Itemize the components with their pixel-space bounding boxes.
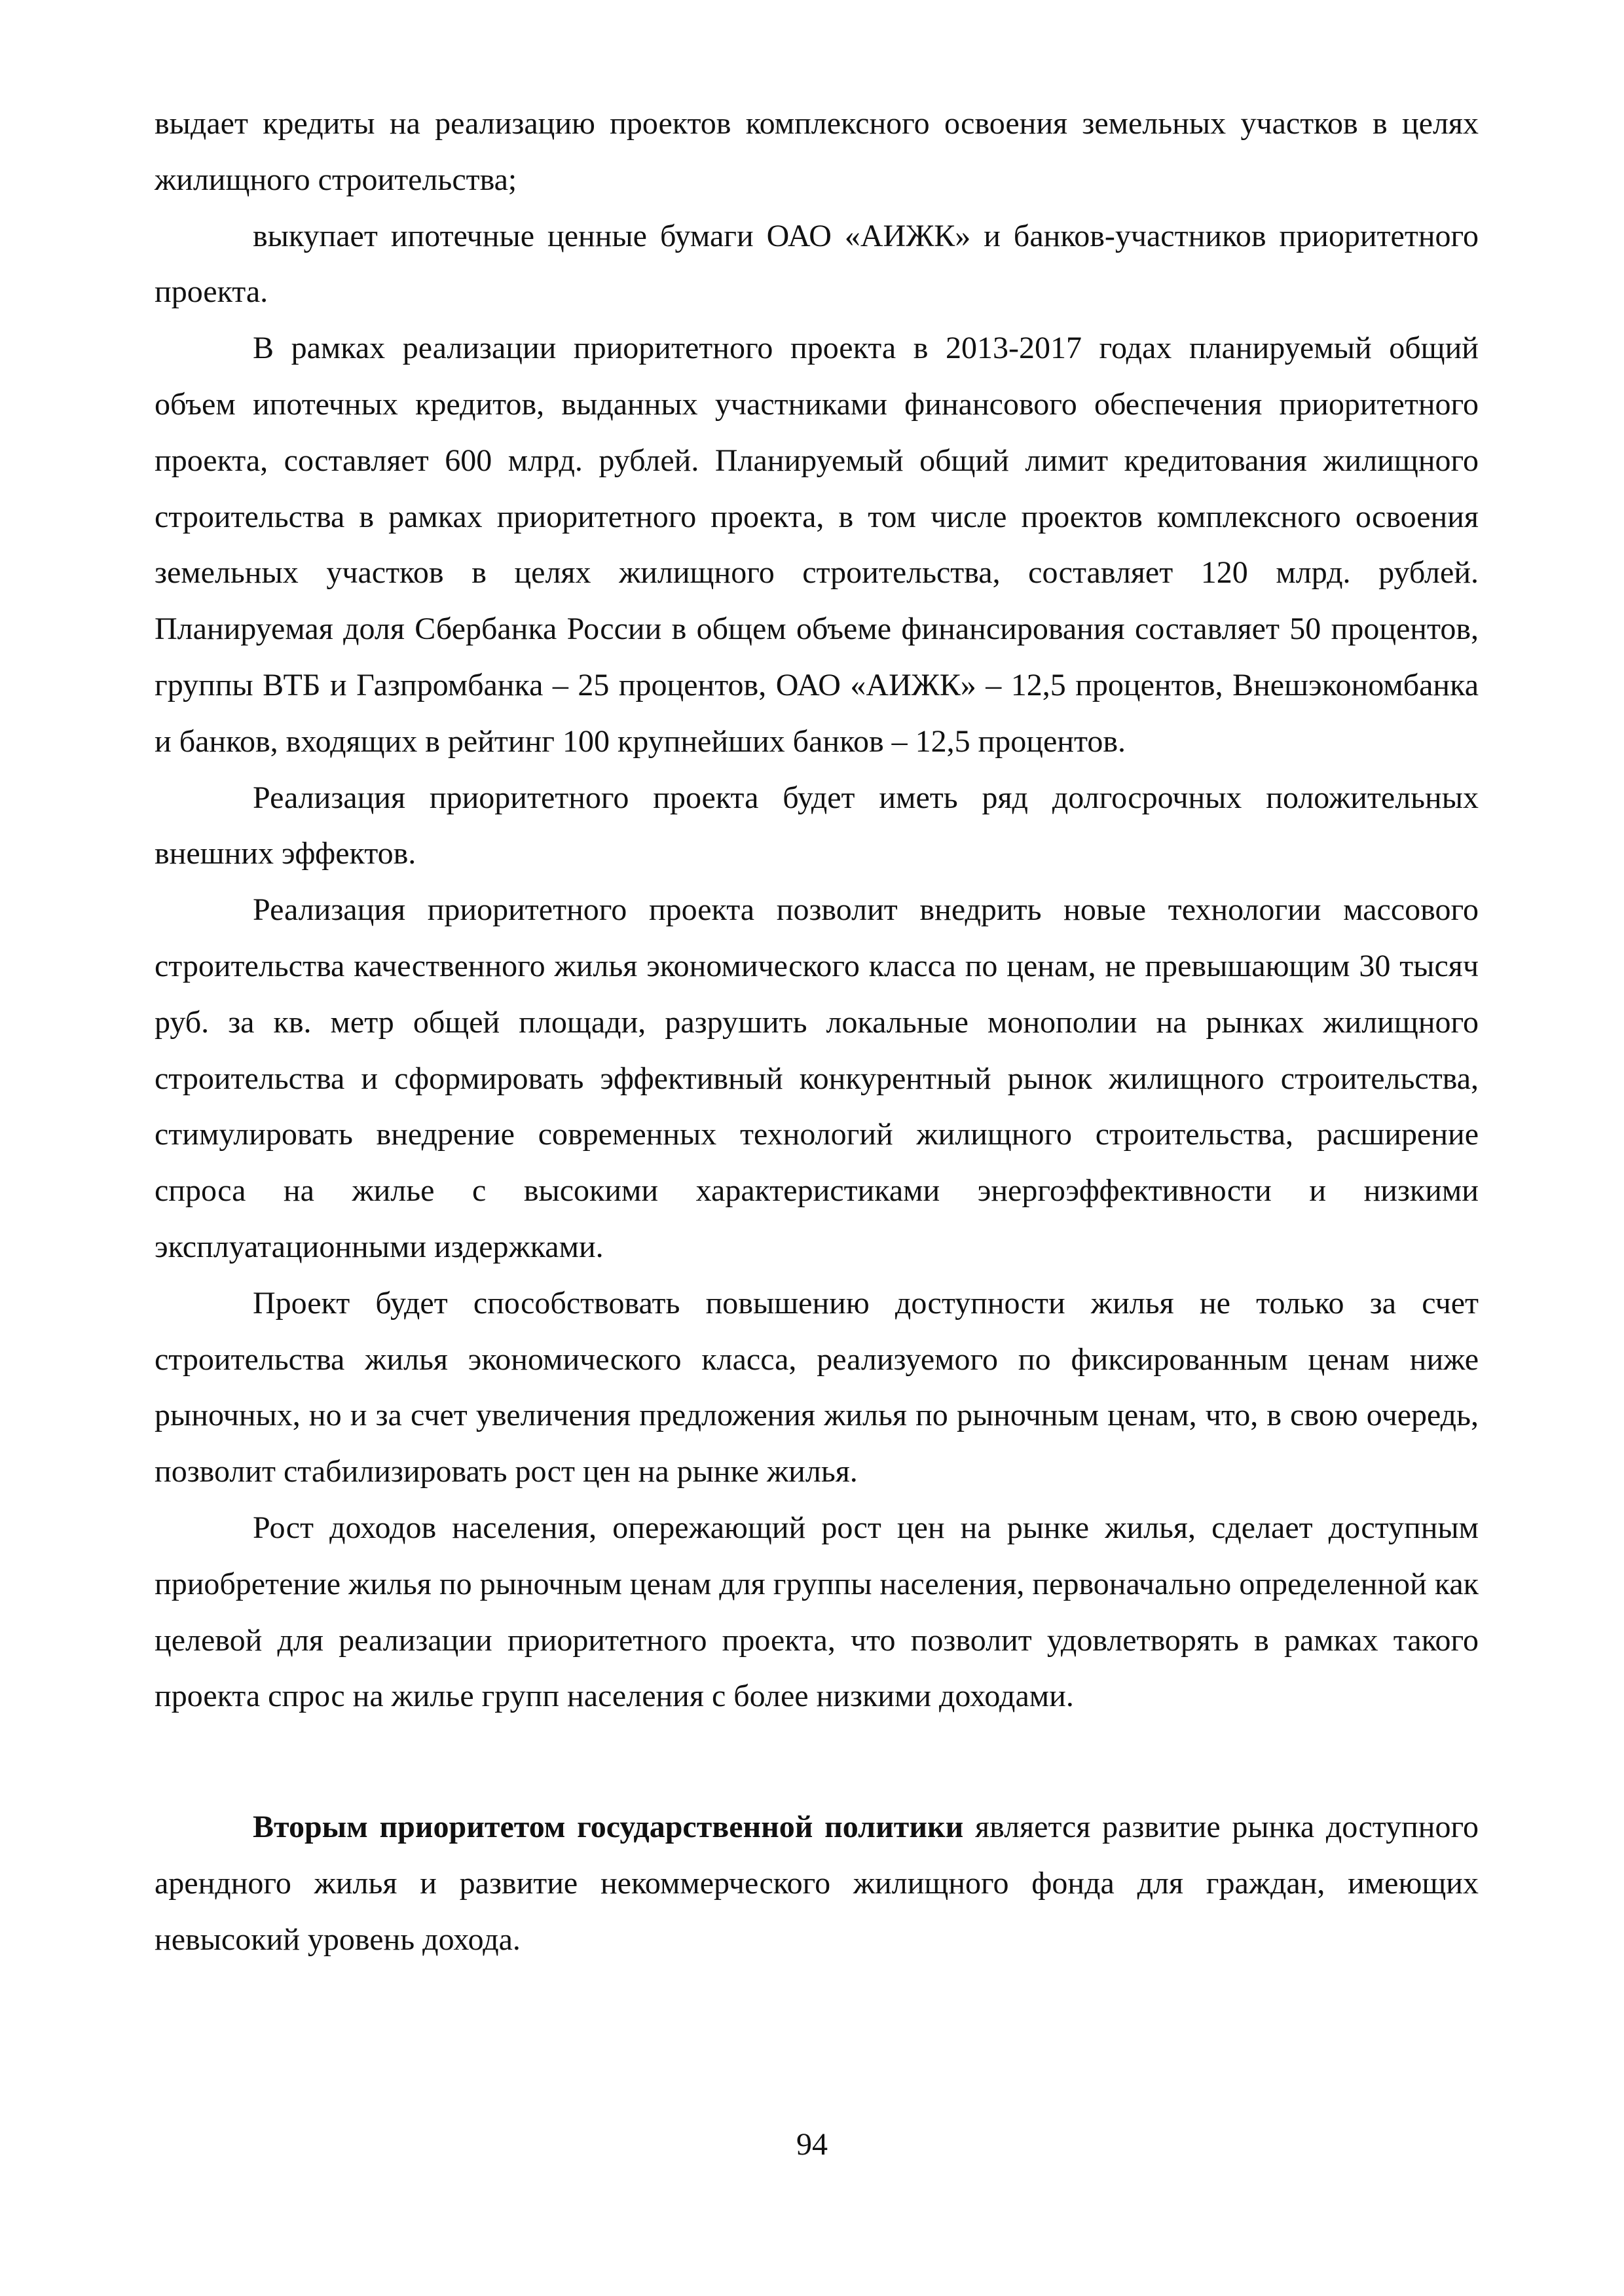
- paragraph-external-effects: Реализация приоритетного проекта будет иметь ряд долгосрочных положительных внешних эффектов.: [155, 780, 1479, 871]
- paragraph-housing-affordability: Проект будет способствовать повышению доступности жилья не только за счет строительства жилья экономического класса, реализуемого по фиксированным ценам ниже рыночных, но и за счет увеличения предложения жилья по рыночным ценам, что, в свою очередь, позволит стабилизировать рост цен на рынке жилья.: [155, 1285, 1479, 1489]
- page-number: 94: [796, 2127, 828, 2162]
- second-priority-heading: Вторым приоритетом государственной политики: [253, 1810, 964, 1845]
- paragraph-credits-land: выдает кредиты на реализацию проектов комплексного освоения земельных участков в целях жилищного строительства;: [155, 106, 1479, 197]
- paragraph-project-financing: В рамках реализации приоритетного проекта в 2013-2017 годах планируемый общий объем ипотечных кредитов, выданных участниками финансового обеспечения приоритетного проекта, составляет 600 млрд. рублей. Планируемый общий лимит кредитования жилищного строительства в рамках приоритетного проекта, в том числе проектов комплексного освоения земельных участков в целях жилищного строительства, составляет 120 млрд. рублей. Планируемая доля Сбербанка России в общем объеме финансирования составляет 50 процентов, группы ВТБ и Газпромбанка – 25 процентов, ОАО «АИЖК» – 12,5 процентов, Внешэкономбанка и банков, входящих в рейтинг 100 крупнейших банков – 12,5 процентов.: [155, 331, 1479, 759]
- document-body: [155, 96, 1479, 1968]
- paragraph-second-priority: [155, 1799, 1479, 1967]
- section-spacer: [155, 1724, 1479, 1799]
- paragraph-construction-technologies: Реализация приоритетного проекта позволит внедрить новые технологии массового строительства качественного жилья экономического класса по ценам, не превышающим 30 тысяч руб. за кв. метр общей площади, разрушить локальные монополии на рынках жилищного строительства и сформировать эффективный конкурентный рынок жилищного строительства, стимулировать внедрение современных технологий жилищного строительства, расширение спроса на жилье с высокими характеристиками энергоэффективности и низкими эксплуатационными издержками.: [155, 892, 1479, 1264]
- paragraph-mortgage-securities: выкупает ипотечные ценные бумаги ОАО «АИЖК» и банков-участников приоритетного проекта.: [155, 218, 1479, 310]
- second-priority-text: является развитие рынка доступного арендного жилья и развитие некоммерческого жилищного фонда для граждан, имеющих невысокий уровень дохода.: [155, 1810, 1479, 1957]
- paragraph-income-growth: Рост доходов населения, опережающий рост цен на рынке жилья, сделает доступным приобретение жилья по рыночным ценам для группы населения, первоначально определенной как целевой для реализации приоритетного проекта, что позволит удовлетворять в рамках такого проекта спрос на жилье групп населения с более низкими доходами.: [155, 1510, 1479, 1714]
